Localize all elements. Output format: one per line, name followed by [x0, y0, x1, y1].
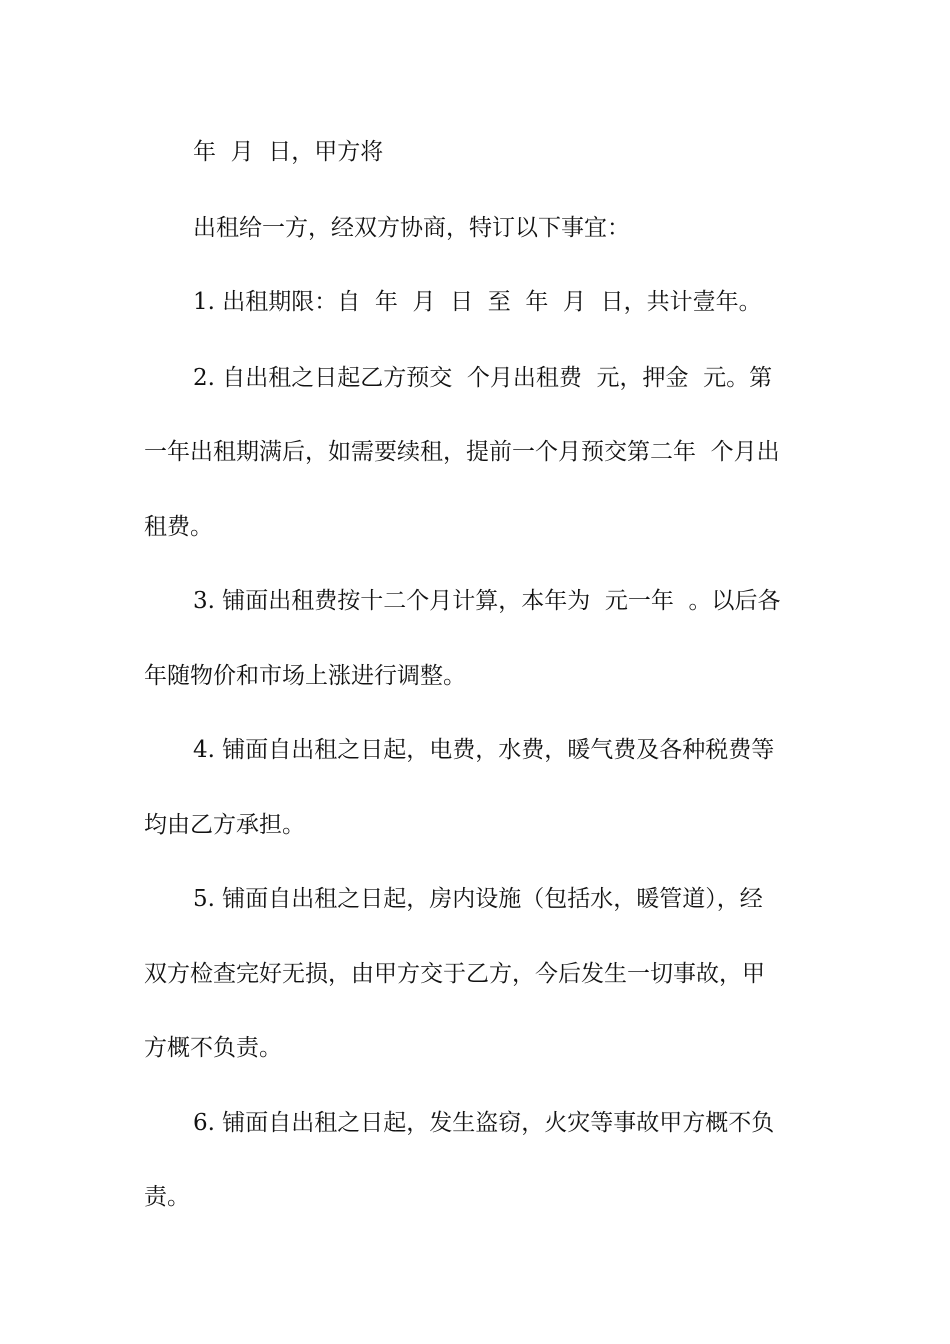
text-line: 年 月 日，甲方将 — [193, 139, 384, 165]
text-line: 年随物价和市场上涨进行调整。 — [144, 663, 466, 689]
text-line: 一年出租期满后，如需要续租，提前一个月预交第二年 个月出 — [144, 439, 780, 465]
text-line: 均由乙方承担。 — [144, 812, 305, 838]
text-line: 1. 出租期限：自 年 月 日 至 年 月 日，共计壹年。 — [193, 289, 762, 315]
text-line: 双方检查完好无损，由甲方交于乙方，今后发生一切事故，甲 — [144, 961, 765, 987]
text-line: 2. 自出租之日起乙方预交 个月出租费 元，押金 元。第 — [193, 365, 773, 391]
text-line: 4. 铺面自出租之日起，电费，水费，暖气费及各种税费等 — [193, 737, 775, 763]
text-line: 租费。 — [144, 514, 213, 540]
text-line: 责。 — [144, 1184, 190, 1210]
text-line: 6. 铺面自出租之日起，发生盗窃，火灾等事故甲方概不负 — [193, 1110, 775, 1136]
text-line: 3. 铺面出租费按十二个月计算，本年为 元一年 。以后各 — [193, 588, 781, 614]
text-line: 出租给一方，经双方协商，特订以下事宜： — [193, 215, 630, 241]
text-line: 方概不负责。 — [144, 1035, 282, 1061]
text-line: 5. 铺面自出租之日起，房内设施（包括水，暖管道），经 — [193, 886, 763, 912]
